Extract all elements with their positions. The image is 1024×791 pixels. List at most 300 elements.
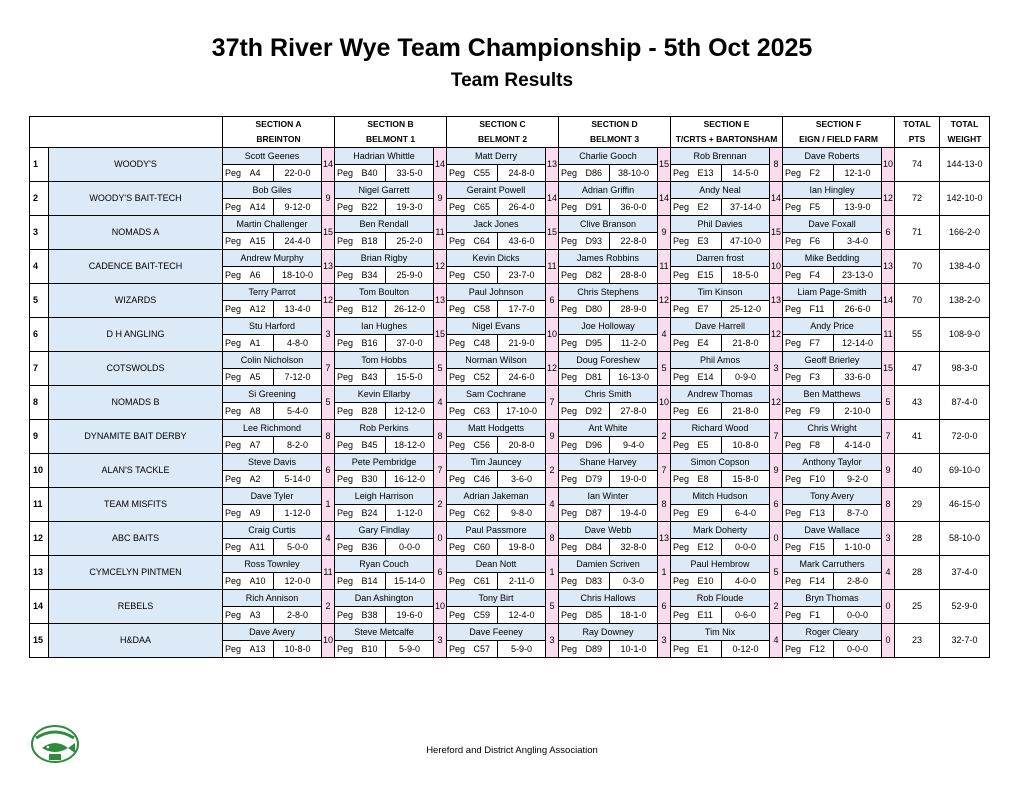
angler-weight: 33-5-0 <box>386 165 434 182</box>
peg-number: C64 <box>474 233 498 250</box>
angler-name: Adrian Griffin <box>559 182 658 199</box>
angler-weight: 7-12-0 <box>274 369 322 386</box>
peg-label: Peg <box>335 573 362 590</box>
peg-label: Peg <box>671 641 698 658</box>
angler-name: Paul Hembrow <box>671 556 770 573</box>
angler-weight: 22-8-0 <box>610 233 658 250</box>
peg-label: Peg <box>335 369 362 386</box>
angler-weight: 5-0-0 <box>274 539 322 556</box>
team-name: NOMADS A <box>49 216 223 250</box>
angler-name: Ben Rendall <box>335 216 434 233</box>
peg-number: A8 <box>250 403 274 420</box>
angler-name: Damien Scriven <box>559 556 658 573</box>
angler-weight: 8-2-0 <box>274 437 322 454</box>
section-points: 1 <box>658 556 671 590</box>
angler-weight: 0-3-0 <box>610 573 658 590</box>
angler-weight: 0-12-0 <box>722 641 770 658</box>
section-points: 10 <box>434 590 447 624</box>
angler-name: Bob Giles <box>223 182 322 199</box>
peg-number: F7 <box>810 335 834 352</box>
angler-name: Chris Wright <box>783 420 882 437</box>
angler-name: Geoff Brierley <box>783 352 882 369</box>
total-points: 74 <box>895 148 940 182</box>
peg-label: Peg <box>783 199 810 216</box>
total-weight: 69-10-0 <box>940 454 990 488</box>
angler-weight: 9-4-0 <box>610 437 658 454</box>
angler-name: Anthony Taylor <box>783 454 882 471</box>
section-points: 4 <box>882 556 895 590</box>
section-points: 12 <box>546 352 559 386</box>
section-points: 13 <box>658 522 671 556</box>
angler-name: Nigel Garrett <box>335 182 434 199</box>
peg-number: B18 <box>362 233 386 250</box>
angler-name: Mark Doherty <box>671 522 770 539</box>
angler-name: Gary Findlay <box>335 522 434 539</box>
total-points: 41 <box>895 420 940 454</box>
section-points: 5 <box>434 352 447 386</box>
angler-weight: 6-4-0 <box>722 505 770 522</box>
peg-label: Peg <box>559 505 586 522</box>
peg-number: D91 <box>586 199 610 216</box>
peg-label: Peg <box>223 505 250 522</box>
peg-number: B34 <box>362 267 386 284</box>
peg-number: F11 <box>810 301 834 318</box>
angler-weight: 3-4-0 <box>834 233 882 250</box>
peg-number: D84 <box>586 539 610 556</box>
section-points: 8 <box>322 420 335 454</box>
section-points: 10 <box>770 250 783 284</box>
peg-number: B30 <box>362 471 386 488</box>
peg-number: F2 <box>810 165 834 182</box>
peg-number: E14 <box>698 369 722 386</box>
section-points: 2 <box>770 590 783 624</box>
peg-number: E6 <box>698 403 722 420</box>
angler-weight: 2-8-0 <box>834 573 882 590</box>
peg-number: B45 <box>362 437 386 454</box>
angler-name: Clive Branson <box>559 216 658 233</box>
angler-name: Ryan Couch <box>335 556 434 573</box>
angler-weight: 21-8-0 <box>722 403 770 420</box>
peg-number: F13 <box>810 505 834 522</box>
section-points: 9 <box>658 216 671 250</box>
position-cell: 3 <box>30 216 49 250</box>
angler-weight: 0-0-0 <box>834 607 882 624</box>
section-points: 9 <box>546 420 559 454</box>
total-weight: 138-4-0 <box>940 250 990 284</box>
angler-weight: 24-6-0 <box>498 369 546 386</box>
angler-name: Dave Foxall <box>783 216 882 233</box>
peg-label: Peg <box>335 165 362 182</box>
peg-number: A7 <box>250 437 274 454</box>
position-cell: 2 <box>30 182 49 216</box>
angler-weight: 37-14-0 <box>722 199 770 216</box>
peg-number: B22 <box>362 199 386 216</box>
peg-label: Peg <box>335 437 362 454</box>
team-row <box>30 216 990 233</box>
angler-weight: 33-6-0 <box>834 369 882 386</box>
peg-label: Peg <box>335 233 362 250</box>
peg-number: D82 <box>586 267 610 284</box>
section-points: 8 <box>434 420 447 454</box>
peg-label: Peg <box>671 607 698 624</box>
angler-name: Colin Nicholson <box>223 352 322 369</box>
peg-label: Peg <box>783 233 810 250</box>
angler-name: Charlie Gooch <box>559 148 658 165</box>
angler-name: Chris Stephens <box>559 284 658 301</box>
angler-weight: 26-6-0 <box>834 301 882 318</box>
section-points: 4 <box>770 624 783 658</box>
peg-number: E10 <box>698 573 722 590</box>
angler-weight: 9-2-0 <box>834 471 882 488</box>
total-weight: 144-13-0 <box>940 148 990 182</box>
position-cell: 7 <box>30 352 49 386</box>
peg-number: E15 <box>698 267 722 284</box>
section-points: 14 <box>546 182 559 216</box>
peg-label: Peg <box>447 403 474 420</box>
section-points: 13 <box>882 250 895 284</box>
peg-label: Peg <box>559 403 586 420</box>
section-points: 4 <box>546 488 559 522</box>
angler-name: Phil Davies <box>671 216 770 233</box>
team-name: REBELS <box>49 590 223 624</box>
peg-number: B43 <box>362 369 386 386</box>
angler-name: Darren frost <box>671 250 770 267</box>
total-points: 40 <box>895 454 940 488</box>
peg-number: C48 <box>474 335 498 352</box>
total-weight: 58-10-0 <box>940 522 990 556</box>
team-row <box>30 250 990 267</box>
angler-name: Pete Pembridge <box>335 454 434 471</box>
total-points: 23 <box>895 624 940 658</box>
total-weight: 72-0-0 <box>940 420 990 454</box>
peg-number: B12 <box>362 301 386 318</box>
angler-weight: 21-9-0 <box>498 335 546 352</box>
section-points: 11 <box>658 250 671 284</box>
angler-weight: 27-8-0 <box>610 403 658 420</box>
peg-label: Peg <box>335 471 362 488</box>
angler-weight: 5-4-0 <box>274 403 322 420</box>
angler-weight: 1-12-0 <box>386 505 434 522</box>
peg-label: Peg <box>335 641 362 658</box>
team-row <box>30 284 990 301</box>
section-points: 15 <box>322 216 335 250</box>
peg-label: Peg <box>783 335 810 352</box>
section-points: 1 <box>322 488 335 522</box>
peg-number: F12 <box>810 641 834 658</box>
angler-weight: 17-10-0 <box>498 403 546 420</box>
peg-number: A10 <box>250 573 274 590</box>
section-points: 14 <box>882 284 895 318</box>
peg-label: Peg <box>447 199 474 216</box>
angler-name: Martin Challenger <box>223 216 322 233</box>
total-weight: 37-4-0 <box>940 556 990 590</box>
angler-name: Rob Floude <box>671 590 770 607</box>
section-points: 1 <box>546 556 559 590</box>
peg-label: Peg <box>223 267 250 284</box>
angler-weight: 26-4-0 <box>498 199 546 216</box>
angler-name: Dean Nott <box>447 556 546 573</box>
section-points: 12 <box>770 318 783 352</box>
peg-label: Peg <box>223 437 250 454</box>
section-points: 5 <box>658 352 671 386</box>
peg-number: D85 <box>586 607 610 624</box>
angler-name: Tim Nix <box>671 624 770 641</box>
peg-label: Peg <box>559 335 586 352</box>
angler-name: Hadrian Whittle <box>335 148 434 165</box>
angler-name: Ross Townley <box>223 556 322 573</box>
section-points: 13 <box>770 284 783 318</box>
peg-label: Peg <box>783 471 810 488</box>
peg-number: A2 <box>250 471 274 488</box>
peg-number: C59 <box>474 607 498 624</box>
peg-number: D86 <box>586 165 610 182</box>
angler-name: Rob Perkins <box>335 420 434 437</box>
peg-number: F4 <box>810 267 834 284</box>
total-weight: 142-10-0 <box>940 182 990 216</box>
peg-number: D79 <box>586 471 610 488</box>
angler-weight: 24-8-0 <box>498 165 546 182</box>
section-points: 0 <box>882 590 895 624</box>
total-weight: 87-4-0 <box>940 386 990 420</box>
peg-number: A6 <box>250 267 274 284</box>
angler-weight: 5-9-0 <box>498 641 546 658</box>
team-name: WIZARDS <box>49 284 223 318</box>
peg-number: E9 <box>698 505 722 522</box>
team-row <box>30 556 990 573</box>
section-points: 3 <box>546 624 559 658</box>
peg-number: C65 <box>474 199 498 216</box>
peg-number: D80 <box>586 301 610 318</box>
section-c-header: SECTION C BELMONT 2 <box>447 117 559 148</box>
section-points: 11 <box>882 318 895 352</box>
angler-name: Dave Harrell <box>671 318 770 335</box>
header-blank <box>30 117 223 148</box>
angler-name: Ian Winter <box>559 488 658 505</box>
team-name: COTSWOLDS <box>49 352 223 386</box>
section-points: 12 <box>322 284 335 318</box>
section-points: 10 <box>322 624 335 658</box>
peg-label: Peg <box>223 165 250 182</box>
angler-name: Andy Price <box>783 318 882 335</box>
section-points: 5 <box>770 556 783 590</box>
section-points: 7 <box>322 352 335 386</box>
peg-label: Peg <box>671 335 698 352</box>
peg-label: Peg <box>671 165 698 182</box>
section-points: 6 <box>322 454 335 488</box>
angler-name: Dave Webb <box>559 522 658 539</box>
section-points: 0 <box>434 522 447 556</box>
peg-number: C46 <box>474 471 498 488</box>
angler-name: Roger Cleary <box>783 624 882 641</box>
angler-weight: 22-0-0 <box>274 165 322 182</box>
angler-weight: 21-8-0 <box>722 335 770 352</box>
angler-weight: 47-10-0 <box>722 233 770 250</box>
team-name: CYMCELYN PINTMEN <box>49 556 223 590</box>
team-name: ALAN'S TACKLE <box>49 454 223 488</box>
section-points: 3 <box>882 522 895 556</box>
section-points: 11 <box>322 556 335 590</box>
position-cell: 11 <box>30 488 49 522</box>
angler-weight: 15-5-0 <box>386 369 434 386</box>
peg-number: A5 <box>250 369 274 386</box>
section-points: 6 <box>770 488 783 522</box>
angler-name: Tim Jauncey <box>447 454 546 471</box>
angler-name: Steve Metcalfe <box>335 624 434 641</box>
peg-label: Peg <box>671 471 698 488</box>
angler-weight: 11-2-0 <box>610 335 658 352</box>
peg-number: D96 <box>586 437 610 454</box>
peg-label: Peg <box>671 539 698 556</box>
footer-text: Hereford and District Angling Association <box>426 745 598 756</box>
peg-label: Peg <box>447 301 474 318</box>
angler-name: Ben Matthews <box>783 386 882 403</box>
angler-name: Shane Harvey <box>559 454 658 471</box>
section-points: 15 <box>658 148 671 182</box>
total-points: 70 <box>895 284 940 318</box>
total-points: 43 <box>895 386 940 420</box>
section-points: 6 <box>882 216 895 250</box>
angler-weight: 0-6-0 <box>722 607 770 624</box>
angler-weight: 0-9-0 <box>722 369 770 386</box>
angler-weight: 37-0-0 <box>386 335 434 352</box>
peg-label: Peg <box>223 539 250 556</box>
position-cell: 1 <box>30 148 49 182</box>
peg-number: B24 <box>362 505 386 522</box>
peg-label: Peg <box>223 233 250 250</box>
team-name: D H ANGLING <box>49 318 223 352</box>
angler-name: Craig Curtis <box>223 522 322 539</box>
total-weight: 32-7-0 <box>940 624 990 658</box>
angler-name: Liam Page-Smith <box>783 284 882 301</box>
position-cell: 6 <box>30 318 49 352</box>
angler-weight: 2-11-0 <box>498 573 546 590</box>
peg-number: E1 <box>698 641 722 658</box>
angler-name: Dave Wallace <box>783 522 882 539</box>
angler-name: Mark Carruthers <box>783 556 882 573</box>
angler-weight: 16-12-0 <box>386 471 434 488</box>
section-points: 8 <box>546 522 559 556</box>
results-table <box>29 116 990 658</box>
angler-name: Simon Copson <box>671 454 770 471</box>
peg-label: Peg <box>783 607 810 624</box>
peg-number: F1 <box>810 607 834 624</box>
total-weight: 46-15-0 <box>940 488 990 522</box>
angler-weight: 12-4-0 <box>498 607 546 624</box>
peg-number: C58 <box>474 301 498 318</box>
position-cell: 12 <box>30 522 49 556</box>
team-name: CADENCE BAIT-TECH <box>49 250 223 284</box>
peg-number: D87 <box>586 505 610 522</box>
angler-weight: 25-9-0 <box>386 267 434 284</box>
peg-label: Peg <box>447 539 474 556</box>
team-row <box>30 352 990 369</box>
peg-number: B40 <box>362 165 386 182</box>
angler-weight: 24-4-0 <box>274 233 322 250</box>
peg-label: Peg <box>223 199 250 216</box>
angler-weight: 9-12-0 <box>274 199 322 216</box>
angler-name: Ant White <box>559 420 658 437</box>
peg-label: Peg <box>559 641 586 658</box>
section-e-header: SECTION E T/CRTS + BARTONSHAM <box>671 117 783 148</box>
peg-label: Peg <box>447 471 474 488</box>
peg-label: Peg <box>223 301 250 318</box>
angler-name: Rob Brennan <box>671 148 770 165</box>
total-weight: 108-9-0 <box>940 318 990 352</box>
total-points: 55 <box>895 318 940 352</box>
peg-label: Peg <box>671 267 698 284</box>
peg-number: E12 <box>698 539 722 556</box>
angler-weight: 18-1-0 <box>610 607 658 624</box>
team-row <box>30 318 990 335</box>
peg-label: Peg <box>783 539 810 556</box>
angler-weight: 19-0-0 <box>610 471 658 488</box>
peg-label: Peg <box>559 199 586 216</box>
peg-number: E11 <box>698 607 722 624</box>
angler-name: Leigh Harrison <box>335 488 434 505</box>
angler-weight: 28-9-0 <box>610 301 658 318</box>
angler-name: Tom Hobbs <box>335 352 434 369</box>
section-points: 14 <box>770 182 783 216</box>
section-points: 4 <box>322 522 335 556</box>
page-subtitle: Team Results <box>450 70 574 91</box>
angler-name: Ian Hughes <box>335 318 434 335</box>
position-cell: 4 <box>30 250 49 284</box>
total-weight: 166-2-0 <box>940 216 990 250</box>
team-row <box>30 386 990 403</box>
total-points: 28 <box>895 522 940 556</box>
peg-number: D92 <box>586 403 610 420</box>
peg-number: E13 <box>698 165 722 182</box>
peg-number: D93 <box>586 233 610 250</box>
peg-label: Peg <box>671 403 698 420</box>
peg-label: Peg <box>671 369 698 386</box>
peg-number: C55 <box>474 165 498 182</box>
angler-name: Stu Harford <box>223 318 322 335</box>
peg-label: Peg <box>671 301 698 318</box>
angler-name: Tom Boulton <box>335 284 434 301</box>
section-points: 2 <box>546 454 559 488</box>
peg-number: B38 <box>362 607 386 624</box>
angler-weight: 19-4-0 <box>610 505 658 522</box>
angler-name: Si Greening <box>223 386 322 403</box>
angler-weight: 10-1-0 <box>610 641 658 658</box>
section-points: 2 <box>322 590 335 624</box>
team-row <box>30 522 990 539</box>
peg-number: B14 <box>362 573 386 590</box>
angler-name: Matt Derry <box>447 148 546 165</box>
angler-weight: 19-8-0 <box>498 539 546 556</box>
peg-label: Peg <box>335 539 362 556</box>
peg-label: Peg <box>447 573 474 590</box>
team-row <box>30 420 990 437</box>
section-points: 4 <box>658 318 671 352</box>
section-points: 6 <box>546 284 559 318</box>
peg-label: Peg <box>335 335 362 352</box>
angler-weight: 5-14-0 <box>274 471 322 488</box>
section-points: 5 <box>882 386 895 420</box>
section-points: 13 <box>322 250 335 284</box>
total-weight: 52-9-0 <box>940 590 990 624</box>
section-points: 2 <box>658 420 671 454</box>
angler-name: Norman Wilson <box>447 352 546 369</box>
angler-weight: 15-8-0 <box>722 471 770 488</box>
section-points: 3 <box>322 318 335 352</box>
position-cell: 5 <box>30 284 49 318</box>
angler-name: Dave Roberts <box>783 148 882 165</box>
angler-weight: 1-12-0 <box>274 505 322 522</box>
peg-number: F15 <box>810 539 834 556</box>
peg-label: Peg <box>559 437 586 454</box>
